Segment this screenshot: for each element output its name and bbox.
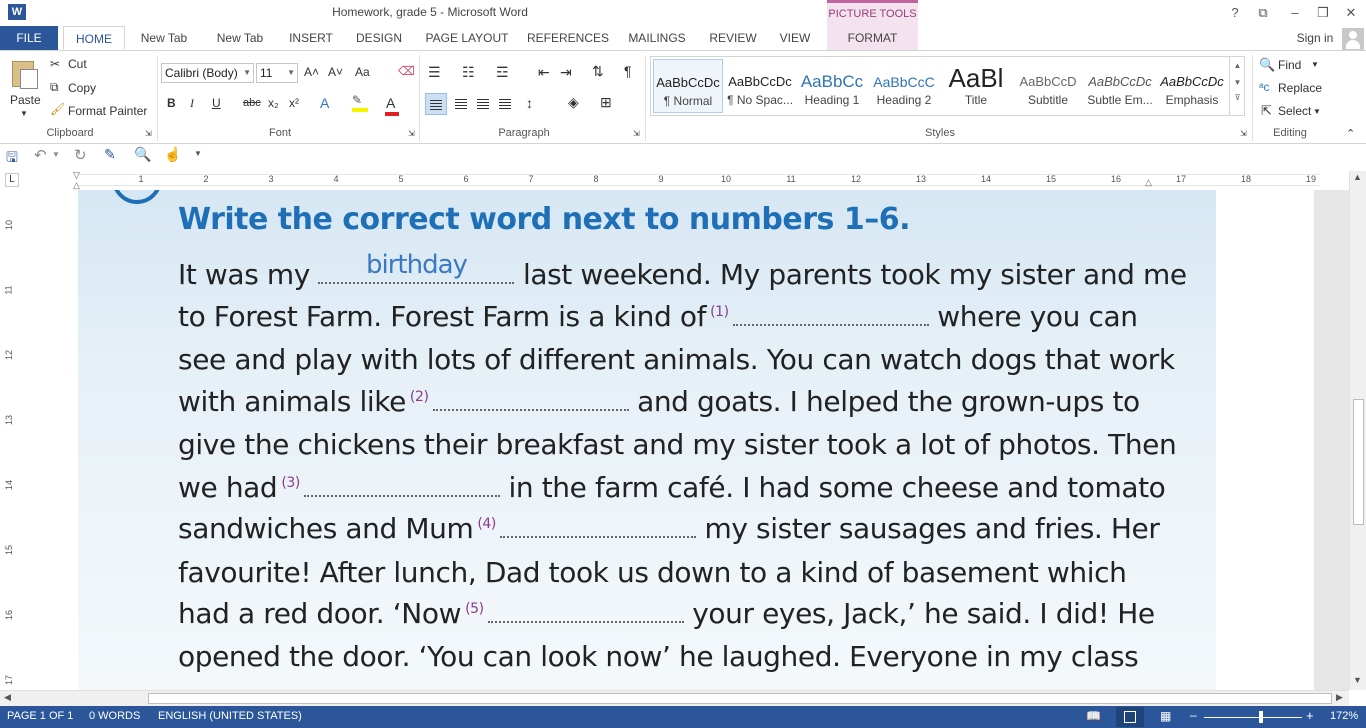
style-name: Subtitle — [1027, 93, 1069, 107]
text-line: favourite! After lunch, Dad took us down to a kind of basement which — [178, 556, 1127, 589]
font-color-letter: A — [386, 95, 396, 111]
style-preview: AaBbCcDc — [1160, 74, 1224, 89]
font-group-label: Font — [268, 127, 291, 139]
style-name: ¶ Normal — [663, 94, 713, 108]
format-painter-button[interactable]: Format Painter — [68, 104, 148, 118]
style-preview: AaBbCcDc — [1088, 74, 1152, 89]
shading-icon[interactable]: ◈ — [568, 94, 579, 110]
underline-button[interactable]: U — [212, 96, 221, 110]
bold-button[interactable]: B — [167, 96, 176, 110]
ruler-tick: 13 — [915, 174, 926, 184]
text-line: with animals like $^{(2)}$ and goats. I helped the grown-ups to — [178, 385, 1140, 418]
select-dropdown-icon[interactable]: ▼ — [1313, 107, 1321, 116]
collapse-ribbon-icon[interactable]: ⌃ — [1346, 128, 1356, 140]
text-line: to Forest Farm. Forest Farm is a kind of $^{(1)}$ where you can — [178, 300, 1138, 333]
zoom-slider-thumb[interactable] — [1259, 711, 1263, 723]
ruler-tick: 10 — [720, 174, 731, 184]
styles-launcher-icon[interactable]: ⇲ — [1240, 129, 1247, 138]
multilevel-list-icon[interactable]: ☲ — [496, 64, 509, 80]
zoom-in-button[interactable]: + — [1306, 708, 1314, 723]
italic-button[interactable]: I — [190, 96, 194, 110]
scroll-right-icon[interactable]: ▶ — [1336, 692, 1343, 702]
document-page[interactable] — [24, 190, 1314, 690]
right-indent-icon[interactable]: △ — [1145, 177, 1152, 187]
maximize-button[interactable]: ❒ — [1317, 5, 1329, 20]
styles-group-label: Styles — [925, 127, 955, 139]
style-no-spacing[interactable] — [725, 59, 795, 113]
answer-blank — [488, 601, 684, 623]
ruler-tick: 12 — [4, 349, 15, 361]
ruler-tick: 11 — [786, 174, 796, 184]
replace-icon: ᵃc — [1259, 80, 1270, 94]
undo-icon[interactable]: ↶ — [34, 147, 47, 164]
tab-selector-icon[interactable]: L — [5, 173, 19, 187]
ruler-tick: 8 — [593, 174, 599, 184]
ruler-tick: 10 — [4, 219, 15, 231]
ruler-tick: 13 — [4, 414, 15, 426]
copy-button[interactable]: Copy — [68, 81, 97, 95]
subscript-button[interactable]: x₂ — [268, 96, 279, 110]
strikethrough-button[interactable]: abc — [243, 97, 261, 109]
paragraph-launcher-icon[interactable]: ⇲ — [633, 129, 640, 138]
style-preview: AaBl — [948, 63, 1004, 93]
tab-file[interactable]: FILE — [0, 26, 58, 50]
style-name: ¶ No Spac... — [727, 93, 793, 107]
sign-in-link[interactable]: Sign in — [1296, 31, 1334, 45]
cut-icon: ✂ — [50, 57, 61, 71]
exercise-number-circle — [112, 190, 162, 204]
ribbon-display-options-button[interactable]: ⧉ — [1258, 5, 1268, 20]
style-preview: AaBbCc — [800, 72, 864, 91]
font-size-combo[interactable]: 11 ▼ — [256, 63, 298, 83]
text-line: see and play with lots of different animals. You can watch dogs that work — [178, 343, 1175, 376]
style-name: Heading 1 — [804, 93, 860, 107]
ruler-tick: 17 — [4, 674, 15, 686]
user-avatar-icon[interactable] — [1342, 28, 1364, 50]
text-effects-button[interactable]: A — [320, 95, 330, 111]
word-count[interactable]: 0 WORDS — [89, 710, 141, 722]
help-button[interactable]: ? — [1231, 5, 1239, 20]
style-heading-2[interactable] — [869, 59, 939, 113]
customize-qat-icon[interactable]: ▼ — [194, 149, 202, 158]
select-button[interactable]: Select — [1278, 104, 1312, 118]
ruler-tick: 6 — [463, 174, 469, 184]
zoom-slider[interactable] — [1204, 717, 1302, 718]
ruler-tick: 7 — [528, 174, 534, 184]
replace-button[interactable]: Replace — [1278, 81, 1323, 95]
scroll-down-icon[interactable]: ▼ — [1353, 675, 1362, 685]
paste-icon[interactable] — [10, 57, 40, 89]
style-subtitle[interactable] — [1013, 59, 1083, 113]
align-left-icon[interactable] — [425, 93, 447, 115]
read-mode-icon[interactable]: 📖 — [1086, 709, 1101, 723]
ruler-tick: 3 — [268, 174, 274, 184]
tab-home[interactable]: HOME — [63, 26, 125, 50]
ruler-tick: 5 — [398, 174, 404, 184]
vertical-scroll-thumb[interactable] — [1353, 399, 1364, 525]
style-emphasis[interactable] — [1157, 59, 1227, 113]
clipboard-launcher-icon[interactable]: ⇲ — [145, 129, 152, 138]
tab-new-tab-1[interactable]: New Tab — [140, 31, 188, 45]
ruler-tick: 17 — [1175, 174, 1186, 184]
ruler-tick: 19 — [1305, 174, 1316, 184]
sort-icon[interactable]: ⇅ — [592, 63, 604, 79]
ribbon — [0, 50, 1366, 144]
page-count[interactable]: PAGE 1 OF 1 — [7, 710, 74, 722]
word-logo-icon: W — [8, 4, 26, 20]
answer-blank — [500, 516, 696, 538]
style-name: Heading 2 — [876, 93, 932, 107]
ruler-tick: 16 — [1110, 174, 1121, 184]
close-button[interactable]: ✕ — [1345, 5, 1357, 20]
style-preview: AaBbCcDc — [728, 74, 792, 89]
format-painter-icon: 🖌 — [50, 102, 66, 116]
text-line: had a red door. ‘Now $^{(5)}$ your eyes, Jack,’ he said. I did! He — [178, 597, 1155, 630]
shrink-font-button[interactable]: A˅ — [328, 65, 344, 79]
picture-tools-label: PICTURE TOOLS — [827, 0, 918, 26]
tab-design[interactable]: DESIGN — [355, 31, 402, 45]
style-name: Title — [964, 93, 988, 107]
copy-icon: ⧉ — [50, 80, 59, 94]
style-preview: AaBbCcD — [1019, 74, 1077, 89]
style-preview: AaBbCcC — [873, 74, 935, 90]
vertical-scrollbar[interactable] — [1349, 171, 1366, 690]
horizontal-scroll-thumb[interactable] — [148, 693, 1332, 704]
ruler-tick: 16 — [4, 609, 15, 621]
exercise-heading: Write the correct word next to numbers 1–6. — [178, 202, 910, 237]
answer-blank-example — [318, 250, 514, 284]
document-area — [24, 190, 1349, 690]
highlight-color-icon[interactable]: ✎ — [352, 93, 362, 107]
print-layout-icon[interactable] — [1116, 707, 1144, 727]
font-size-value: 11 — [260, 66, 273, 80]
numbering-icon[interactable]: ☷ — [462, 64, 475, 80]
handwritten-answer: birthday — [365, 250, 467, 280]
answer-blank — [433, 389, 629, 411]
worksheet-picture[interactable] — [78, 190, 1216, 690]
style-title[interactable] — [941, 59, 1011, 113]
text-line: It was my birthday last weekend. My parents took my sister and me — [178, 250, 1187, 291]
font-name-combo[interactable]: Calibri (Body) ▼ — [161, 63, 254, 83]
language-indicator[interactable]: ENGLISH (UNITED STATES) — [158, 710, 302, 722]
web-layout-icon[interactable]: ▦ — [1160, 709, 1172, 723]
zoom-level[interactable]: 172% — [1330, 710, 1359, 722]
ruler-tick: 11 — [3, 285, 14, 295]
ruler-tick: 14 — [980, 174, 991, 184]
answer-blank — [304, 475, 500, 497]
quick-access-toolbar — [0, 145, 1366, 167]
minimize-button[interactable]: – — [1291, 5, 1299, 20]
find-icon: 🔍 — [1259, 57, 1276, 72]
bullets-icon[interactable]: ☰ — [428, 64, 441, 80]
paste-dropdown-icon[interactable]: ▼ — [20, 109, 28, 118]
horizontal-scrollbar[interactable] — [0, 690, 1349, 706]
style-normal[interactable] — [653, 59, 723, 113]
font-launcher-icon[interactable]: ⇲ — [408, 129, 415, 138]
print-preview-icon[interactable]: 🔍 — [134, 146, 152, 162]
style-name: Emphasis — [1165, 93, 1219, 107]
text-line: sandwiches and Mum $^{(4)}$ my sister sausages and fries. Her — [178, 512, 1160, 545]
increase-indent-icon[interactable]: ⇥ — [560, 64, 572, 80]
tab-page-layout[interactable]: PAGE LAYOUT — [425, 31, 509, 45]
find-dropdown-icon[interactable]: ▼ — [1311, 60, 1319, 69]
tab-mailings[interactable]: MAILINGS — [628, 31, 686, 45]
ruler-tick: 4 — [333, 174, 339, 184]
save-icon[interactable]: 🖫 — [6, 149, 18, 165]
text-line: give the chickens their breakfast and my sister took a lot of photos. Then — [178, 428, 1177, 461]
show-hide-button[interactable]: ¶ — [624, 63, 632, 79]
scroll-left-icon[interactable]: ◀ — [4, 692, 11, 702]
title-bar — [0, 0, 1366, 26]
ruler-tick: 18 — [1240, 174, 1251, 184]
grow-font-button[interactable]: A˄ — [304, 65, 320, 79]
vertical-ruler — [0, 190, 24, 690]
paste-button[interactable]: Paste — [10, 93, 41, 107]
first-line-indent-icon[interactable]: ▽ — [73, 170, 80, 180]
window-title: Homework, grade 5 - Microsoft Word — [332, 5, 528, 19]
justify-icon[interactable] — [495, 93, 515, 115]
scroll-up-icon[interactable]: ▲ — [1353, 172, 1362, 182]
borders-icon[interactable]: ⊞ — [600, 94, 612, 110]
ruler-tick: 9 — [658, 174, 664, 184]
style-preview: AaBbCcDc — [656, 75, 720, 90]
horizontal-ruler — [0, 170, 1366, 190]
line-spacing-icon[interactable]: ↕ — [526, 95, 533, 111]
decrease-indent-icon[interactable]: ⇤ — [538, 64, 550, 80]
tab-format[interactable]: FORMAT — [827, 26, 918, 50]
tab-references[interactable]: REFERENCES — [526, 31, 609, 45]
select-icon: ⇱ — [1261, 103, 1272, 118]
clipboard-group-label: Clipboard — [46, 127, 94, 139]
edit-icon[interactable]: ✎ — [104, 146, 116, 162]
left-indent-icon[interactable]: △ — [73, 180, 80, 190]
redo-icon[interactable]: ↻ — [74, 147, 87, 164]
change-case-button[interactable]: Aa — [355, 65, 370, 79]
tab-new-tab-2[interactable]: New Tab — [216, 31, 264, 45]
editing-group-label: Editing — [1273, 127, 1307, 139]
superscript-button[interactable]: x² — [289, 96, 299, 110]
tab-review[interactable]: REVIEW — [709, 31, 757, 45]
ruler-tick: 14 — [4, 479, 15, 491]
undo-dropdown-icon[interactable]: ▼ — [52, 150, 60, 159]
zoom-out-button[interactable]: – — [1190, 708, 1197, 722]
style-subtle-emphasis[interactable] — [1085, 59, 1155, 113]
font-name-value: Calibri (Body) — [165, 66, 238, 80]
touch-mode-icon[interactable]: ☝ — [164, 146, 182, 162]
ribbon-tabs — [0, 26, 1366, 50]
style-heading-1[interactable] — [797, 59, 867, 113]
find-button[interactable]: Find — [1278, 58, 1302, 72]
align-center-icon[interactable] — [451, 93, 471, 115]
ruler-tick: 12 — [850, 174, 861, 184]
text-line: we had $^{(3)}$ in the farm café. I had some cheese and tomato — [178, 471, 1166, 504]
styles-scroll[interactable]: ▲ ▼ ⊽ — [1229, 57, 1245, 115]
status-bar — [0, 706, 1366, 728]
ruler-tick: 15 — [1045, 174, 1056, 184]
cut-button[interactable]: Cut — [68, 57, 87, 71]
clear-formatting-icon[interactable]: ⌫ — [398, 64, 415, 78]
styles-gallery — [650, 56, 1245, 116]
tab-insert[interactable]: INSERT — [289, 31, 333, 45]
tab-view[interactable]: VIEW — [779, 31, 811, 45]
align-right-icon[interactable] — [473, 93, 493, 115]
paragraph-group-label: Paragraph — [498, 127, 550, 139]
text-line: opened the door. ‘You can look now’ he laughed. Everyone in my class — [178, 640, 1139, 673]
ruler-tick: 2 — [203, 174, 209, 184]
ruler-tick: 15 — [4, 544, 15, 556]
style-name: Subtle Em... — [1087, 93, 1153, 107]
answer-blank — [733, 304, 929, 326]
font-color-button[interactable] — [386, 95, 395, 111]
ruler-tick: 1 — [138, 174, 144, 184]
